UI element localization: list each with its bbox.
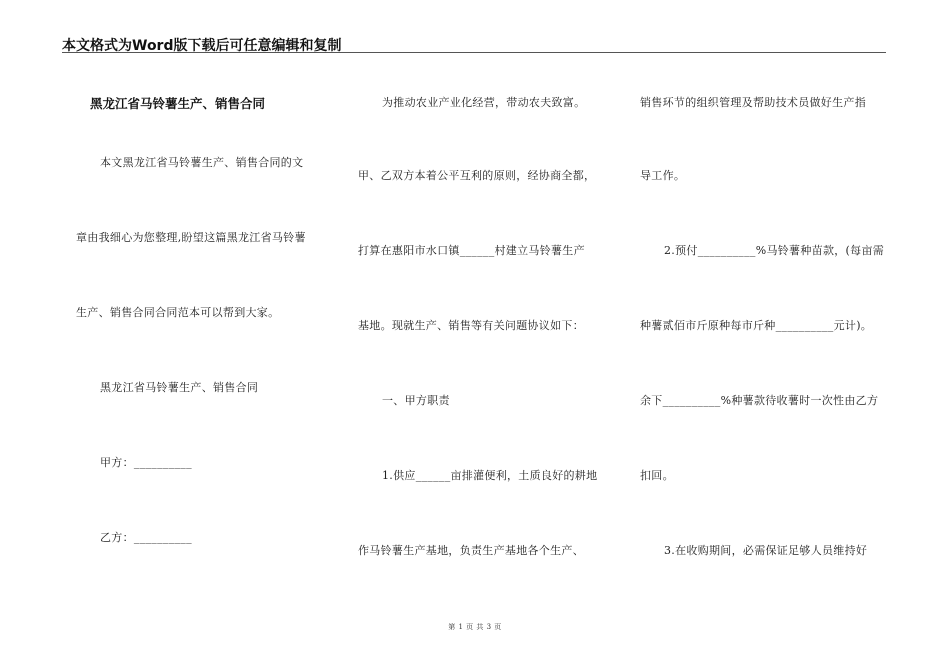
party-a-line: 甲方：__________ (100, 456, 192, 469)
text-column-1 (76, 0, 324, 600)
paragraph-line: 为推动农业产业化经营，带动农夫致富。 (382, 96, 586, 109)
paragraph-line: 作马铃薯生产基地，负责生产基地各个生产、 (358, 544, 584, 557)
paragraph-line: 销售环节的组织管理及帮助技术员做好生产指 (640, 96, 866, 109)
text-column-3 (640, 0, 890, 600)
document-header-title: 本文格式为Word版下载后可任意编辑和复制 (62, 38, 342, 54)
page-number: 第 1 页 共 3 页 (448, 623, 502, 631)
paragraph-line: 生产、销售合同合同范本可以帮到大家。 (76, 306, 280, 319)
paragraph-line: 导工作。 (640, 169, 686, 182)
paragraph-line: 余下__________%种薯款待收薯时一次性由乙方 (640, 394, 879, 407)
paragraph-line: 本文黑龙江省马铃薯生产、销售合同的文 (100, 156, 304, 169)
paragraph-line: 扣回。 (640, 469, 674, 482)
paragraph-line: 种薯贰佰市斤原种每市斤种__________元计)。 (640, 319, 873, 332)
contract-title: 黑龙江省马铃薯生产、销售合同 (90, 96, 266, 111)
paragraph-line: 甲、乙双方本着公平互利的原则，经协商全都， (358, 169, 596, 182)
party-b-line: 乙方：__________ (100, 531, 192, 544)
paragraph-line: 3.在收购期间，必需保证足够人员维持好 (664, 544, 868, 557)
section-heading: 一、甲方职责 (382, 394, 450, 407)
paragraph-line: 黑龙江省马铃薯生产、销售合同 (100, 381, 259, 394)
paragraph-line: 1.供应______亩排灌便利，土质良好的耕地 (382, 469, 598, 482)
paragraph-line: 打算在惠阳市水口镇______村建立马铃薯生产 (358, 244, 585, 257)
text-column-2 (358, 0, 608, 600)
paragraph-line: 2.预付__________%马铃薯种苗款，(每亩需 (664, 244, 885, 257)
paragraph-line: 基地。现就生产、销售等有关问题协议如下： (358, 319, 584, 332)
paragraph-line: 章由我细心为您整理,盼望这篇黑龙江省马铃薯 (76, 231, 306, 244)
